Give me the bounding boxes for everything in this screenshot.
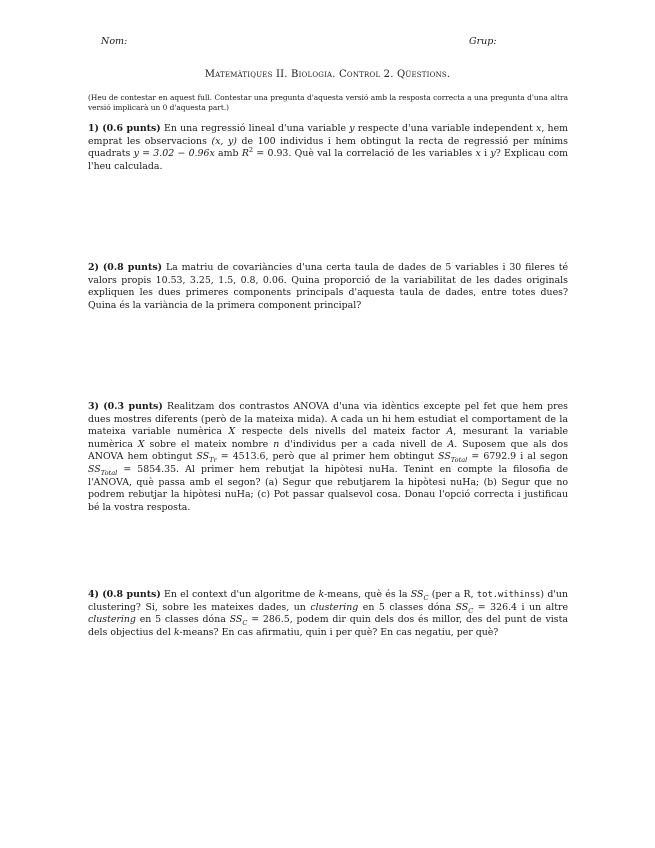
question-text: . Suposem que als dos ANOVA hem obtingut (88, 438, 569, 463)
math-var: X (137, 438, 145, 450)
question-text: -means, què és la (324, 589, 408, 600)
math-var: x (475, 148, 481, 160)
math-equation: y = 3.02 − 0.96x (133, 148, 215, 160)
instructions-text: (Heu de contestar en aquest full. Contestar una pregunta d'aquesta versió amb la resposta correcta a una pregunta d'una altra versió implicarà un 0 d'aquesta part.) (88, 93, 568, 112)
code-text: tot.withinss (476, 590, 541, 600)
math-var: SS (438, 451, 451, 463)
question-text: d'individus per a cada nivell de (284, 438, 443, 450)
question-text: de 100 individus i hem obtingut la recta de regressió per mínims quadrats (88, 135, 568, 160)
math-superscript: 2 (248, 146, 254, 155)
question-points: (0.8 punts) (102, 589, 161, 600)
question-text: , hem emprat les observacions (88, 123, 569, 147)
math-subscript: Tr (209, 456, 217, 465)
question-text: Realitzam dos contrastos ANOVA d'una via idèntics excepte pel fet que hem pres dues mostres diferents (però de la mateixa mida). A cada un hi hem estudiat el comportament de la mateixa variable numèrica (88, 401, 568, 438)
question-text: = 286.5, podem dir quin dels dos és millor, des del punt de vista dels objectius del (88, 614, 568, 638)
question-text: = 4513.6, però que al primer hem obtingut (220, 451, 434, 463)
emphasis-text: clustering (88, 614, 136, 626)
question-points: (0.8 punts) (102, 262, 163, 273)
math-var: R (241, 148, 249, 160)
name-label: Nom: (101, 36, 128, 47)
math-subscript: Total (100, 468, 118, 477)
math-var: X (228, 426, 236, 438)
question-text: (per a R, (431, 589, 474, 600)
emphasis-text: clustering (310, 601, 359, 613)
math-var: x (536, 123, 542, 134)
question-text: = 326.4 i un altre (477, 601, 569, 613)
math-subscript: Total (450, 456, 468, 465)
question-points: (0.6 punts) (102, 123, 161, 134)
question-text: ? Explicau com l'heu calculada. (88, 148, 569, 172)
question-number: 2) (88, 262, 99, 273)
math-var: SS (455, 601, 469, 613)
question-text: i (484, 148, 488, 160)
question-1 (88, 123, 568, 173)
question-text: La matriu de covariàncies d'una certa taula de dades de 5 variables i 30 fileres té valors propis 10.53, 3.25, 1.5, 0.8, 0.06. Quina proporció de la variabilitat de les dades originals expliquen les dues primeres components principals d'aquesta taula de dades, entre totes dues? Quina és la variància de la primera component principal? (88, 262, 569, 311)
math-subscript: C (468, 606, 474, 615)
math-subscript: C (242, 619, 248, 628)
question-points: (0.3 punts) (103, 401, 163, 412)
question-text: En el context d'un algoritme de (164, 589, 316, 600)
question-2 (88, 262, 568, 312)
math-var: y (349, 123, 355, 134)
math-var: SS (229, 614, 243, 626)
math-var: SS (410, 589, 424, 600)
question-text: ) d'un clustering? Si, sobre les mateixes dades, un (88, 589, 568, 613)
math-var: y (490, 148, 496, 160)
question-number: 1) (88, 123, 99, 134)
question-text: respecte d'una variable independent (357, 123, 533, 134)
math-subscript: C (423, 593, 429, 602)
question-text: en 5 classes dóna (362, 601, 451, 613)
question-text: -means? En cas afirmatiu, quin i per què? En cas negatiu, per què? (179, 626, 499, 638)
question-text: en 5 classes dóna (139, 614, 226, 626)
question-text: En una regressió lineal d'una variable (163, 123, 346, 134)
math-var: k (318, 589, 325, 600)
math-var: n (273, 438, 280, 450)
group-label: Grup: (469, 36, 497, 47)
question-text: = 6792.9 i al segon (471, 451, 569, 463)
math-var: A (447, 438, 455, 450)
question-3 (88, 401, 568, 514)
question-text: = 5854.35. Al primer hem rebutjat la hipòtesi nuHa. Tenint en compte la filosofia de l'ANOVA, què passa amb el segon? (a) Segur que rebutjarem la hipòtesi nuHa; (b) Segur que no podrem rebutjar la hipòtesi nuHa; (c) Pot passar qualsevol cosa. Donau l'opció correcta i justificau bé la vostra resposta. (88, 463, 569, 513)
question-text: = 0.93. Què val la correlació de les variables (256, 148, 473, 160)
question-4 (88, 589, 568, 639)
math-var: SS (196, 451, 210, 463)
math-var: SS (88, 463, 101, 475)
question-number: 3) (88, 401, 99, 412)
question-text: , mesurant la variable numèrica (88, 426, 568, 450)
question-number: 4) (88, 589, 99, 600)
question-text: amb (218, 148, 239, 160)
question-text: sobre el mateix nombre (149, 438, 269, 450)
math-var: k (173, 626, 180, 638)
math-expression: (x, y) (211, 135, 237, 147)
page-title: Matemàtiques II. Biologia. Control 2. Qüestions. (204, 69, 451, 80)
math-var: A (446, 426, 454, 438)
question-text: respecte dels nivells del mateix factor (241, 426, 440, 438)
